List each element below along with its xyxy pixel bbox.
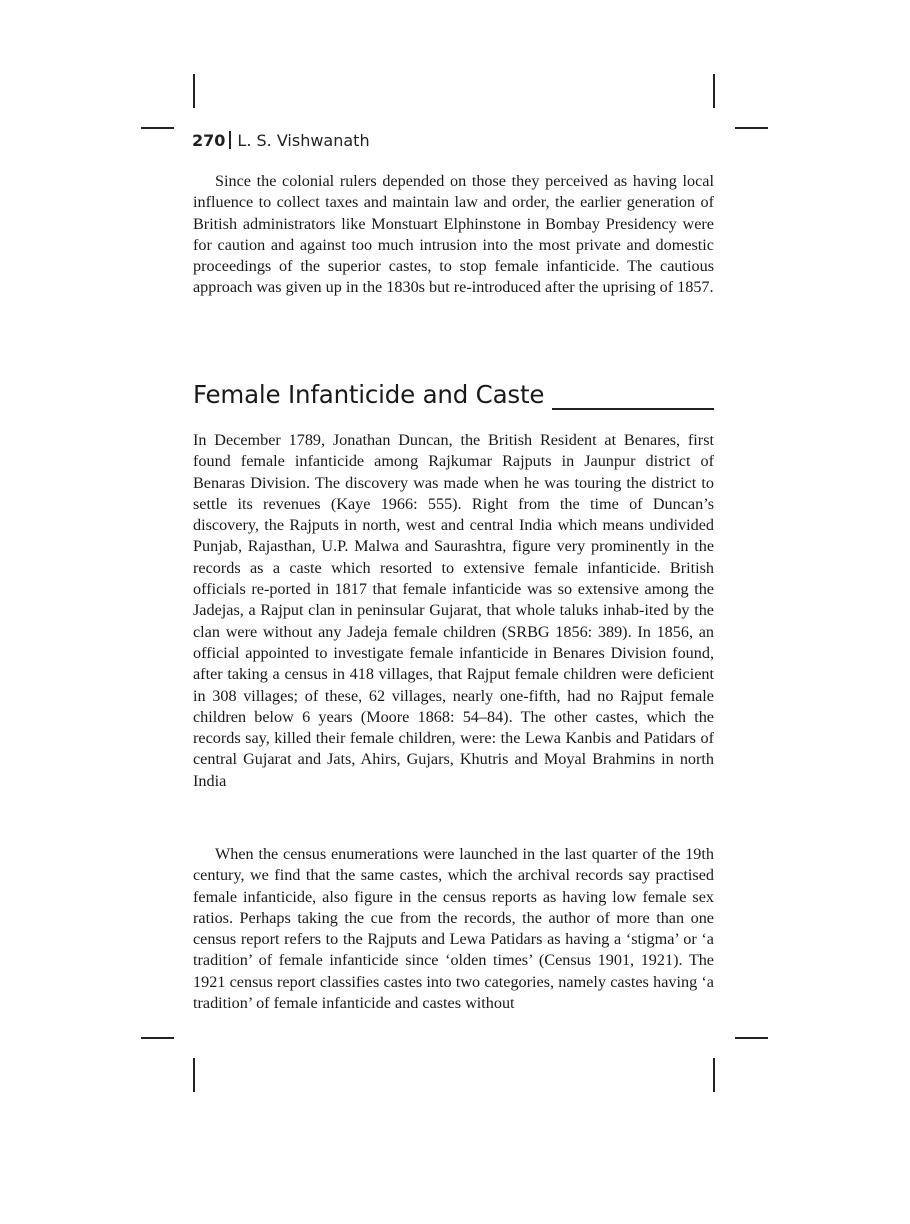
crop-mark-bottom-left <box>193 1058 195 1092</box>
running-head <box>192 131 370 150</box>
body-paragraph-2: When the census enumerations were launched in the last quarter of the 19th century, we find that the same castes, which the archival records say practised female infanticide, also figure in the census reports as having low female sex ratios. Perhaps taking the cue from the records, the author of more than one census report refers to the Rajputs and Lewa Patidars as having a ‘stigma’ or ‘a tradition’ of female infanticide since ‘olden times’ (Census 1901, 1921). The 1921 census report classifies castes into two categories, namely castes having ‘a tradition’ of female infanticide and castes without <box>193 845 714 1013</box>
intro-paragraph-block <box>193 171 714 299</box>
crop-mark-top-left <box>193 74 195 108</box>
section-heading-row <box>193 380 714 416</box>
body-paragraph-block-2 <box>193 844 714 1014</box>
crop-mark-left-lower <box>141 1037 174 1039</box>
crop-mark-bottom-right <box>713 1058 715 1092</box>
section-heading-rule <box>552 408 714 410</box>
body-paragraph-1: In December 1789, Jonathan Duncan, the British Resident at Benares, first found female infanticide among Rajkumar Rajputs in Jaunpur district of Benaras Division. The discovery was made when he was touring the district to settle its revenues (Kaye 1966: 555). Right from the time of Duncan’s discovery, the Rajputs in north, west and central India which means undivided Punjab, Rajasthan, U.P. Malwa and Saurashtra, figure very prominently in the records as a caste which resorted to extensive female infanticide. British officials re-ported in 1817 that female infanticide was so extensive among the Jadejas, a Rajput clan in peninsular Gujarat, that whole taluks inhab-ited by the clan were without any Jadeja female children (SRBG 1856: 389). In 1856, an official appointed to investigate female infanticide in Benares Division found, after taking a census in 418 villages, that Rajput female children were deficient in 308 villages; of these, 62 villages, nearly one-fifth, had no Rajput female children below 6 years (Moore 1868: 54–84). The other castes, which the records say, killed their female children, were: the Lewa Kanbis and Patidars of central Gujarat and Jats, Ahirs, Gujars, Khutris and Moyal Brahmins in north India <box>193 431 714 790</box>
page-number: 270 <box>192 131 226 150</box>
crop-mark-right-upper <box>735 127 768 129</box>
body-paragraph-block-1 <box>193 430 714 792</box>
crop-mark-top-right <box>713 74 715 108</box>
running-head-divider <box>229 131 231 149</box>
section-heading: Female Infanticide and Caste <box>193 380 545 409</box>
crop-mark-left-upper <box>141 127 174 129</box>
crop-mark-right-lower <box>735 1037 768 1039</box>
author-name: L. S. Vishwanath <box>237 131 370 150</box>
intro-paragraph: Since the colonial rulers depended on those they perceived as having local influence to collect taxes and maintain law and order, the earlier generation of British administrators like Monstuart Elphinstone in Bombay Presidency were for caution and against too much intrusion into the most private and domestic proceedings of the superior castes, to stop female infanticide. The cautious approach was given up in the 1830s but re-introduced after the uprising of 1857. <box>193 172 714 297</box>
